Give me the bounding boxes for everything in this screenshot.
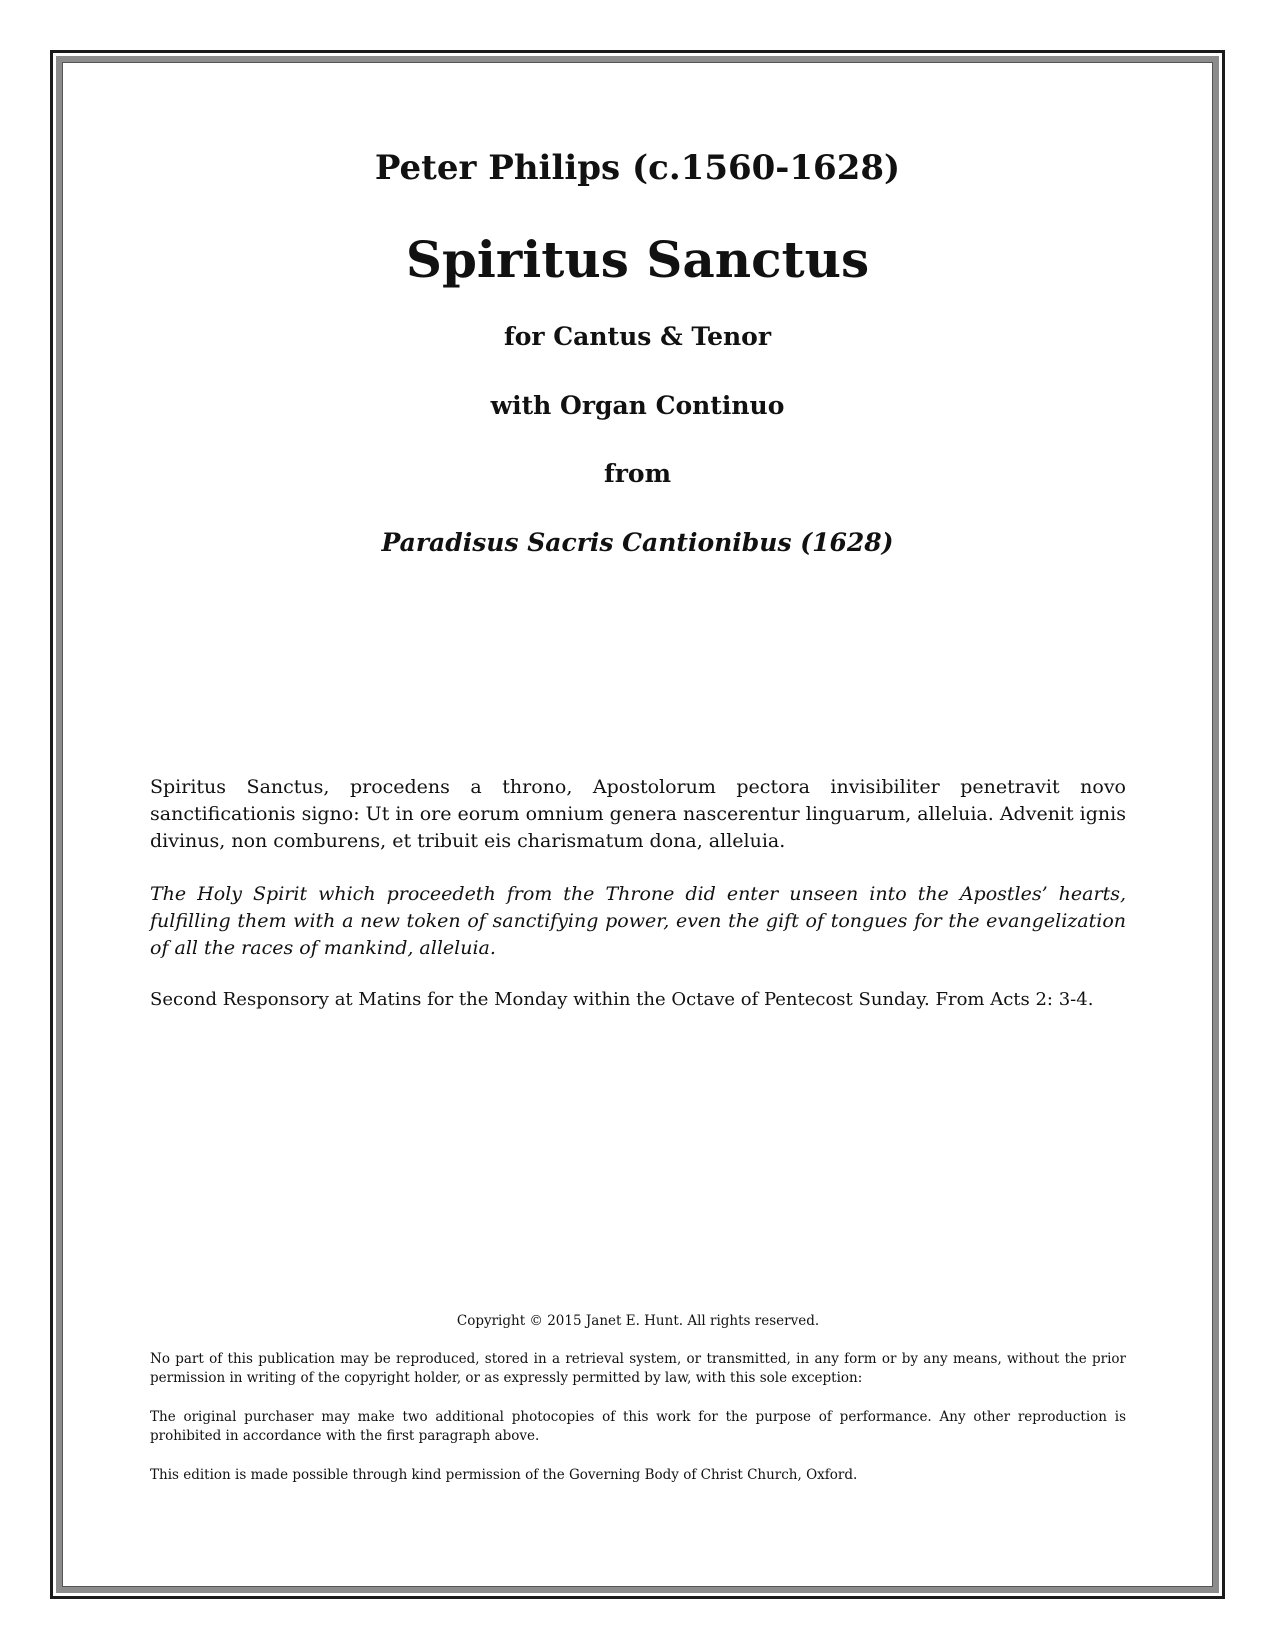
composer-name: Peter Philips (c.1560-1628): [374, 148, 901, 188]
copyright-notice: Copyright © 2015 Janet E. Hunt. All rights reserved.: [456, 1313, 820, 1329]
liturgical-note: Second Responsory at Matins for the Monday within the Octave of Pentecost Sunday. From Acts 2: 3-4.: [150, 989, 1094, 1010]
from-line: from: [603, 459, 672, 488]
voicing-line: for Cantus & Tenor: [503, 322, 772, 351]
latin-text: Spiritus Sanctus, procedens a throno, Apostolorum pectora invisibiliter penetravit novo sanctificationis signo: Ut in ore eorum omnium genera nascerentur linguarum, alleluia. Advenit ignis divinus, non comburens, et tribuit eis charismatum dona, alleluia.: [150, 776, 1126, 852]
english-translation: The Holy Spirit which proceedeth from the Throne did enter unseen into the Apostles’ hearts, fulfilling them with a new token of sanctifying power, even the gift of tongues for the evangelization of all the races of mankind, alleluia.: [150, 883, 1126, 959]
work-title: Spiritus Sanctus: [405, 230, 870, 289]
source-collection: Paradisus Sacris Cantionibus (1628): [381, 528, 894, 557]
accompaniment-line: with Organ Continuo: [490, 391, 785, 420]
rights-paragraph-3: This edition is made possible through kind permission of the Governing Body of Christ Church, Oxford.: [150, 1467, 858, 1483]
rights-paragraph-2: The original purchaser may make two additional photocopies of this work for the purpose of performance. Any other reproduction is prohibited in accordance with the first paragraph above.: [150, 1409, 1126, 1444]
rights-paragraph-1: No part of this publication may be reproduced, stored in a retrieval system, or transmitted, in any form or by any means, without the prior permission in writing of the copyright holder, or as expressly permitted by law, with this sole exception:: [150, 1351, 1126, 1386]
